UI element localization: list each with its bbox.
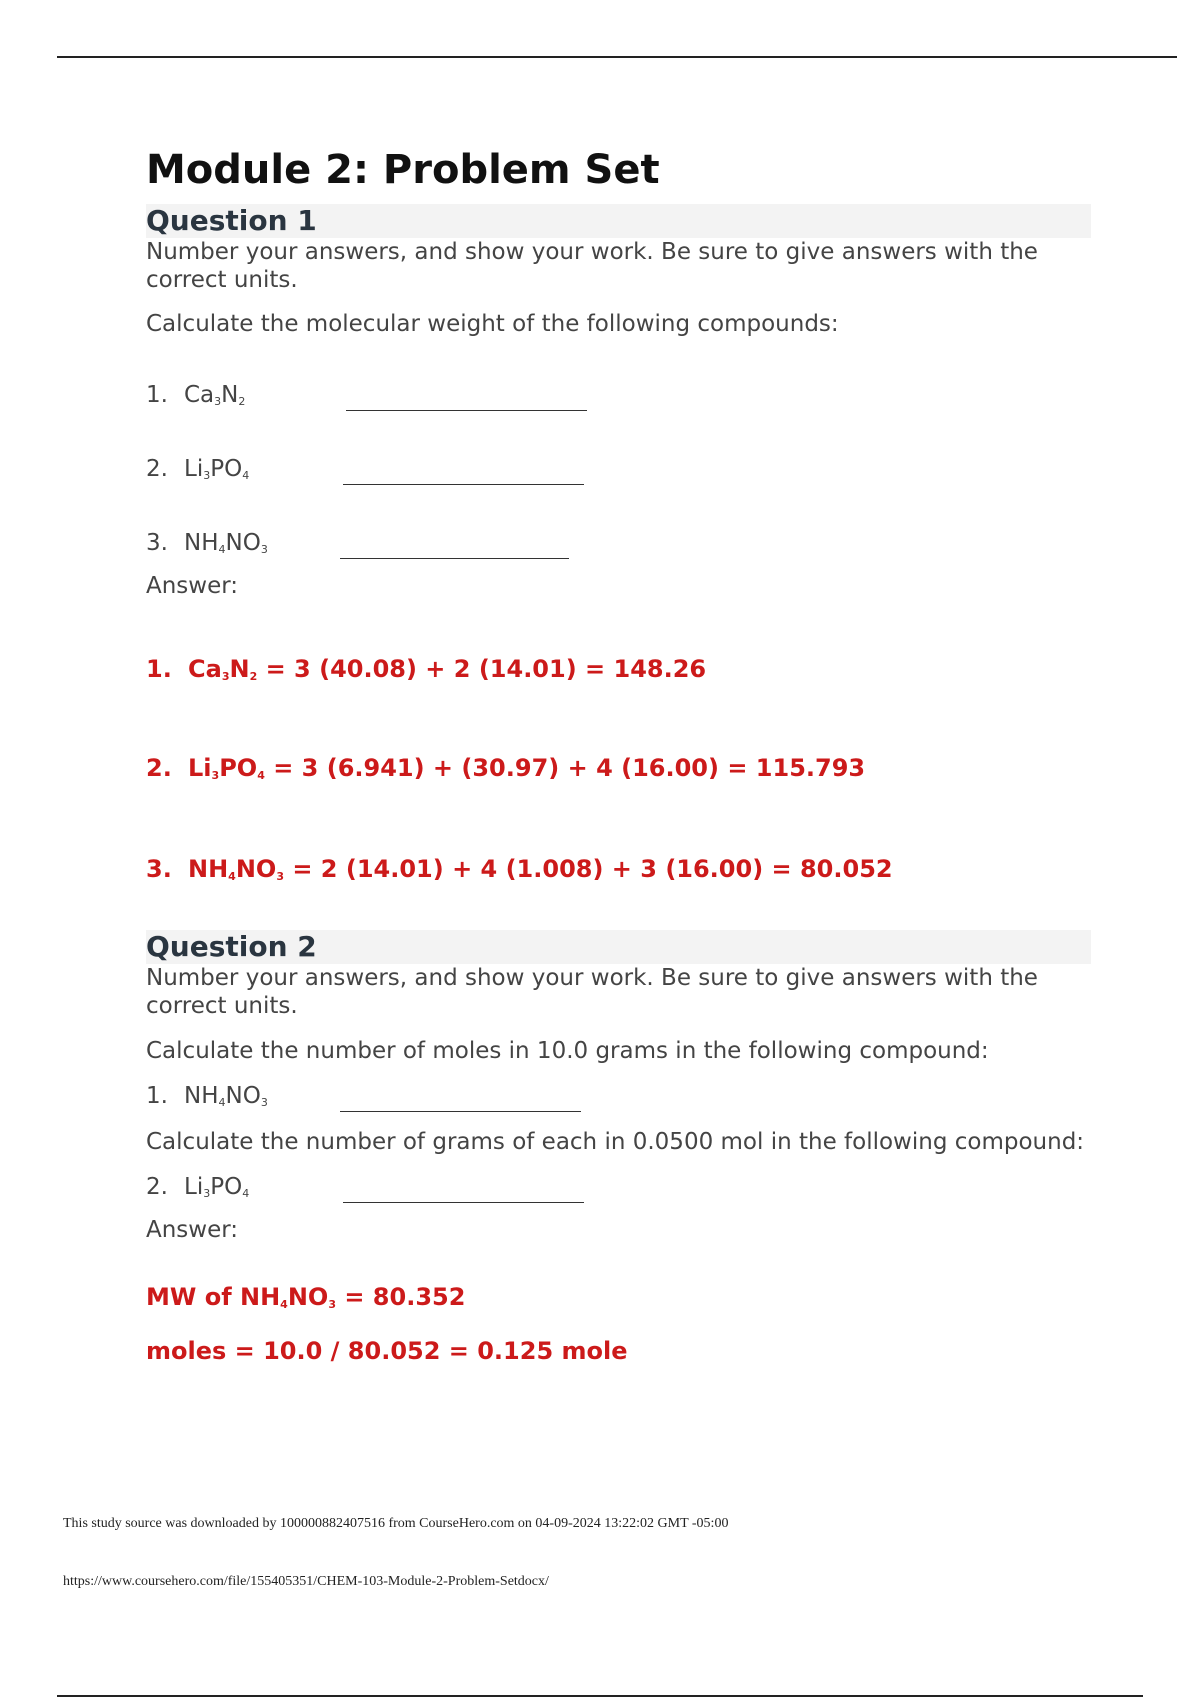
answer-blank-line bbox=[340, 558, 569, 559]
question-2-prompt-moles: Calculate the number of moles in 10.0 grams in the following compound: bbox=[146, 1038, 989, 1064]
item-formula: $Li_3PO_4$ bbox=[184, 1174, 250, 1200]
question-1-answer-label: Answer: bbox=[146, 573, 239, 599]
question-1-instructions: Number your answers, and show your work. Be sure to give answers with the correct units. bbox=[146, 239, 1038, 293]
question-1-answer-1: 1. $Ca_3N_2 = 3$ (40.08) + 2 (14.01) = 148.26 bbox=[146, 655, 707, 683]
question-1-item-3 bbox=[146, 528, 1091, 558]
question-2-answer-mw: MW of $NH_4NO_3 = 80.352$ bbox=[146, 1283, 466, 1311]
source-url[interactable]: https://www.coursehero.com/file/155405351/CHEM-103-Module-2-Problem-Setdocx/ bbox=[63, 1574, 549, 1589]
question-1-answer-3: 3. $NH_4NO_3 = 2$ (14.01) + 4 (1.008) + 3 (16.00) = 80.052 bbox=[146, 855, 893, 883]
question-2-answer-label: Answer: bbox=[146, 1217, 239, 1243]
item-number: 3. bbox=[146, 530, 168, 556]
item-formula: $Li_3PO_4$ bbox=[184, 456, 250, 482]
item-formula: $Ca_3N_2$ bbox=[184, 382, 246, 408]
question-2-heading: Question 2 bbox=[146, 930, 1091, 964]
item-formula: $NH_4NO_3$ bbox=[184, 1083, 268, 1109]
answer-blank-line bbox=[343, 1202, 584, 1203]
download-note: This study source was downloaded by 100000882407516 from CourseHero.com on 04-09-2024 13:22:02 GMT -05:00 bbox=[63, 1516, 729, 1531]
question-1-answer-2: 2. $Li_3PO_4 = 3$ (6.941) + (30.97) + 4 (16.00) = 115.793 bbox=[146, 754, 866, 782]
page-title: Module 2: Problem Set bbox=[146, 147, 660, 193]
answer-blank-line bbox=[343, 484, 584, 485]
bottom-rule bbox=[57, 1695, 1143, 1697]
top-rule bbox=[57, 56, 1177, 58]
answer-blank-line bbox=[340, 1111, 581, 1112]
item-formula: $NH_4NO_3$ bbox=[184, 530, 268, 556]
item-number: 2. bbox=[146, 1174, 168, 1200]
item-number: 1. bbox=[146, 1083, 168, 1109]
question-2-answer-moles: moles = 10.0 / 80.052 = 0.125 mole bbox=[146, 1337, 628, 1365]
question-1-heading: Question 1 bbox=[146, 204, 1091, 238]
question-1-item-2 bbox=[146, 454, 1091, 484]
item-number: 1. bbox=[146, 382, 168, 408]
question-1-item-1 bbox=[146, 380, 1091, 410]
document-body bbox=[146, 140, 1091, 1366]
question-2-item-2 bbox=[146, 1172, 1091, 1202]
question-2-prompt-grams: Calculate the number of grams of each in 0.0500 mol in the following compound: bbox=[146, 1129, 1085, 1155]
answer-blank-line bbox=[346, 410, 587, 411]
question-2-item-1 bbox=[146, 1081, 1091, 1111]
question-2-instructions: Number your answers, and show your work. Be sure to give answers with the correct units. bbox=[146, 965, 1038, 1019]
question-1-prompt: Calculate the molecular weight of the following compounds: bbox=[146, 311, 839, 337]
item-number: 2. bbox=[146, 456, 168, 482]
